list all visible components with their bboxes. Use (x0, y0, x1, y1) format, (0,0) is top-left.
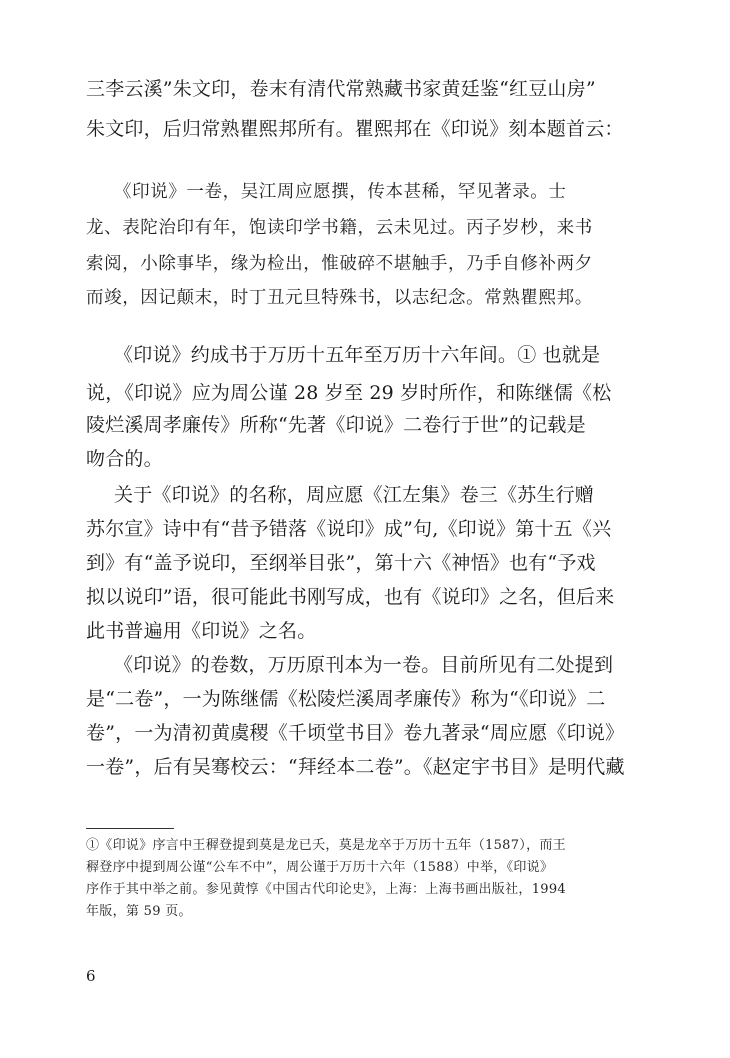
body-line: 关于《印说》的名称，周应愿《江左集》卷三《苏生行赠 (114, 484, 595, 506)
body-line: 陵烂溪周孝廉传》所称“先著《印说》二卷行于世”的记载是 (86, 414, 586, 436)
body-line: 朱文印，后归常熟瞿熙邦所有。瞿熙邦在《印说》刻本题首云： (86, 118, 624, 140)
quote-line: 《印说》一卷，吴江周应愿撰，传本甚稀，罕见著录。士 (114, 182, 567, 202)
body-line: 此书普遍用《印说》之名。 (86, 620, 317, 642)
body-line: 《印说》约成书于万历十五年至万历十六年间。① 也就是 (114, 344, 601, 366)
footnote-line: ①《印说》序言中王稺登提到莫是龙已夭，莫是龙卒于万历十五年（1587），而王 (86, 838, 566, 853)
body-line: 吻合的。 (86, 448, 163, 470)
body-line: 三李云溪”朱文印，卷末有清代常熟藏书家黄廷鉴“红豆山房” (86, 78, 596, 100)
footnote-rule (86, 828, 174, 829)
page-number: 6 (86, 967, 96, 985)
body-line: 一卷”，后有吴骞校云：“拜经本二卷”。《赵定宇书目》是明代藏 (86, 756, 625, 778)
footnote-line: 稺登序中提到周公谨“公车不中”，周公谨于万历十六年（1588）中举，《印说》 (86, 860, 554, 875)
quote-line: 而竣，因记颠末，时丁丑元旦特殊书，以志纪念。常熟瞿熙邦。 (86, 288, 593, 308)
footnote-line: 年版，第 59 页。 (86, 904, 192, 919)
body-line: 苏尔宣》诗中有“昔予错落《说印》成”句,《印说》第十五《兴 (86, 518, 612, 540)
body-line: 说，《印说》应为周公谨 28 岁至 29 岁时所作，和陈继儒《松 (86, 382, 612, 404)
body-line: 是“二卷”，一为陈继儒《松陵烂溪周孝廉传》称为“《印说》二 (86, 688, 606, 710)
quote-line: 索阅，小除事毕，缘为检出，惟破碎不堪触手，乃手自修补两夕 (86, 254, 593, 274)
body-line: 《印说》的卷数，万历原刊本为一卷。目前所见有二处提到 (114, 654, 614, 676)
footnote-line: 序作于其中举之前。参见黄惇《中国古代印论史》，上海：上海书画出版社，1994 (86, 882, 566, 897)
body-line: 到》有“盖予说印，至纲举目张”，第十六《神悟》也有“予戏 (86, 552, 596, 574)
quote-line: 龙、表陀治印有年，饱读印学书籍，云未见过。丙子岁杪，来书 (86, 218, 593, 238)
body-line: 拟以说印”语，很可能此书刚写成，也有《说印》之名，但后来 (86, 586, 615, 608)
body-line: 卷”，一为清初黄虞稷《千顷堂书目》卷九著录“周应愿《印说》 (86, 722, 625, 744)
